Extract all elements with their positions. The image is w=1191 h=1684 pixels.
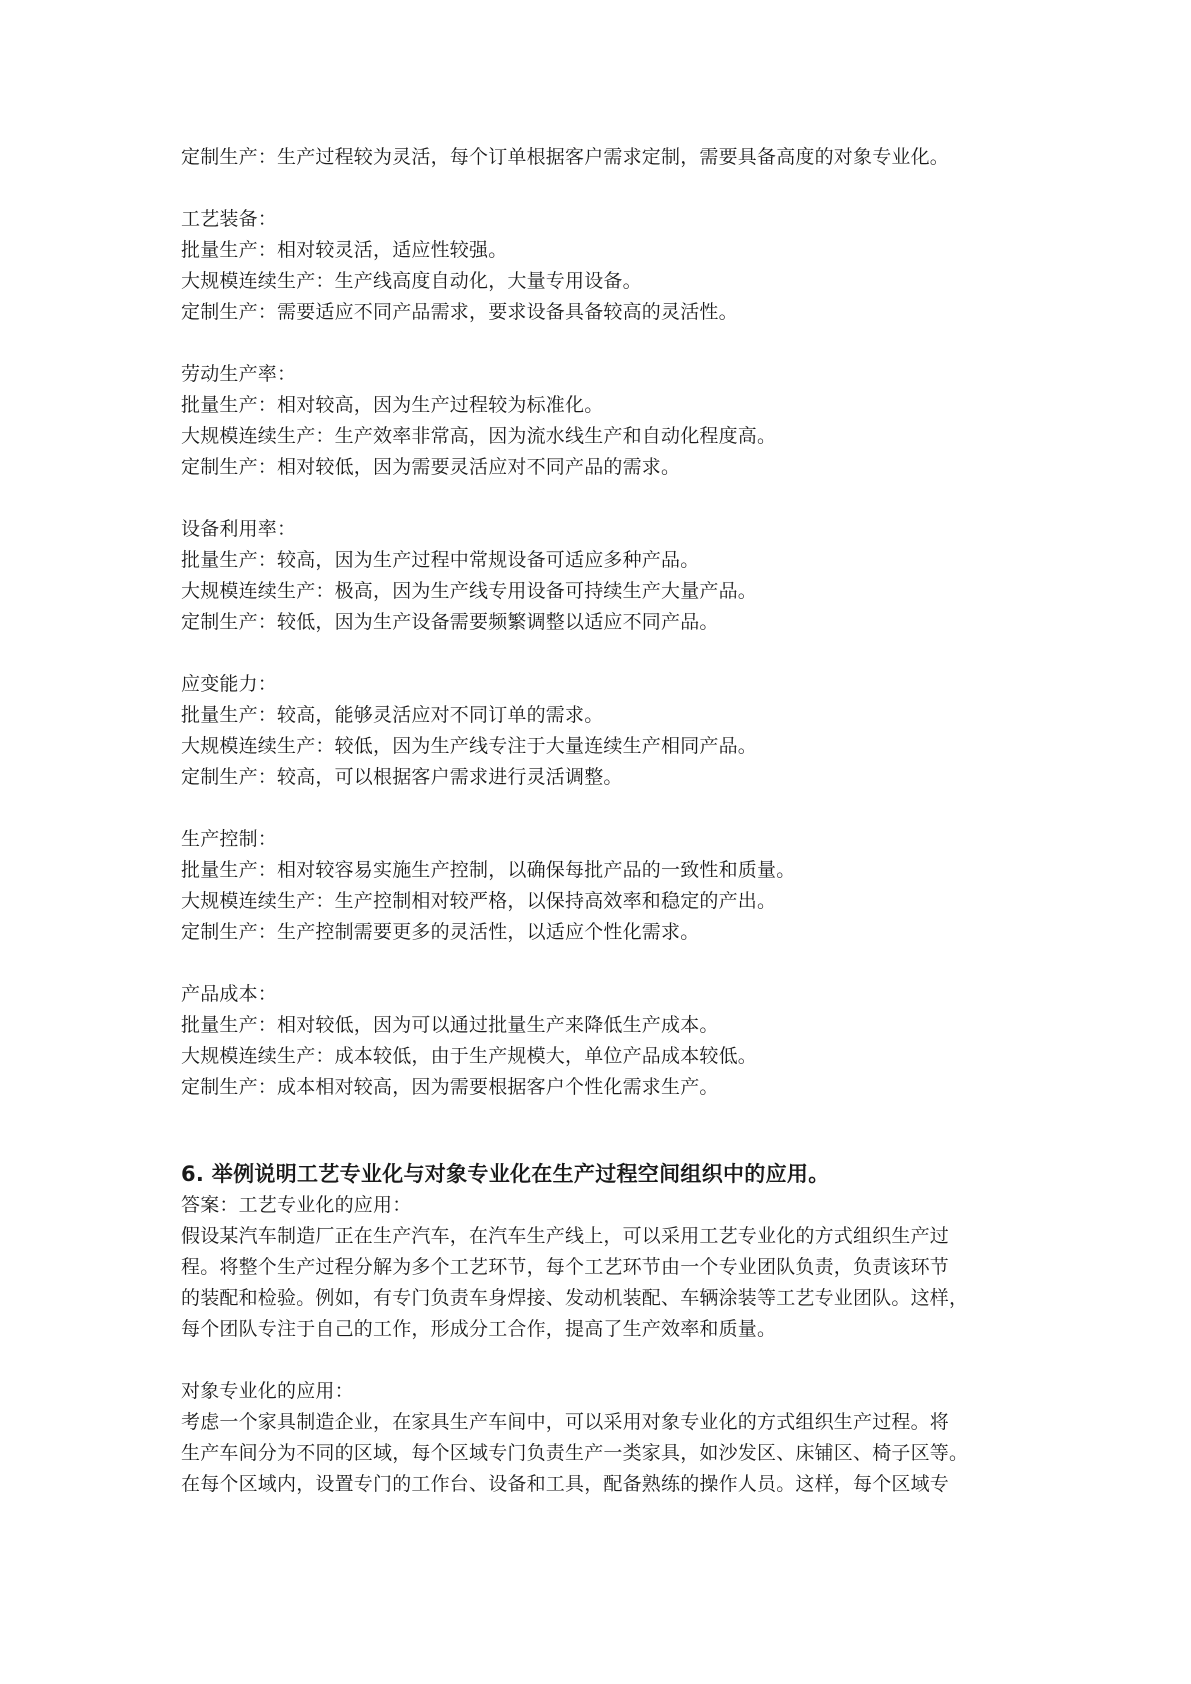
object-heading: 对象专业化的应用： bbox=[181, 1380, 354, 1402]
spacer bbox=[181, 1103, 1021, 1159]
section-heading: 应变能力： bbox=[181, 673, 278, 695]
section-line: 定制生产：较低，因为生产设备需要频繁调整以适应不同产品。 bbox=[181, 611, 719, 633]
intro-line: 定制生产：生产过程较为灵活，每个订单根据客户需求定制，需要具备高度的对象专业化。 bbox=[181, 146, 950, 168]
paragraph-line: 假设某汽车制造厂正在生产汽车，在汽车生产线上，可以采用工艺专业化的方式组织生产过 bbox=[181, 1225, 950, 1247]
paragraph-line: 在每个区域内，设置专门的工作台、设备和工具，配备熟练的操作人员。这样，每个区域专 bbox=[181, 1473, 950, 1495]
section-line: 大规模连续生产：较低，因为生产线专注于大量连续生产相同产品。 bbox=[181, 735, 758, 757]
spacer bbox=[181, 173, 1021, 204]
answer-paragraph-object bbox=[181, 1407, 1021, 1500]
paragraph-line: 考虑一个家具制造企业，在家具生产车间中，可以采用对象专业化的方式组织生产过程。将 bbox=[181, 1411, 950, 1433]
spacer bbox=[181, 328, 1021, 359]
section-line: 批量生产：相对较高，因为生产过程较为标准化。 bbox=[181, 394, 604, 416]
section-labor-productivity bbox=[181, 359, 1021, 483]
spacer bbox=[181, 638, 1021, 669]
answer-label: 答案：工艺专业化的应用： bbox=[181, 1194, 412, 1216]
paragraph-line: 生产车间分为不同的区域，每个区域专门负责生产一类家具，如沙发区、床铺区、椅子区等。 bbox=[181, 1442, 969, 1464]
spacer bbox=[181, 1345, 1021, 1376]
section-heading: 生产控制： bbox=[181, 828, 278, 850]
section-line: 大规模连续生产：生产控制相对较严格，以保持高效率和稳定的产出。 bbox=[181, 890, 777, 912]
section-heading: 设备利用率： bbox=[181, 518, 297, 540]
section-line: 大规模连续生产：极高，因为生产线专用设备可持续生产大量产品。 bbox=[181, 580, 758, 602]
document-page bbox=[181, 142, 1021, 1500]
section-line: 批量生产：相对较低，因为可以通过批量生产来降低生产成本。 bbox=[181, 1014, 719, 1036]
section-line: 批量生产：相对较灵活，适应性较强。 bbox=[181, 239, 508, 261]
answer-paragraph-process bbox=[181, 1221, 1021, 1345]
paragraph-line: 程。将整个生产过程分解为多个工艺环节，每个工艺环节由一个专业团队负责，负责该环节 bbox=[181, 1256, 950, 1278]
section-line: 大规模连续生产：生产线高度自动化，大量专用设备。 bbox=[181, 270, 642, 292]
section-line: 大规模连续生产：成本较低，由于生产规模大，单位产品成本较低。 bbox=[181, 1045, 758, 1067]
section-product-cost bbox=[181, 979, 1021, 1103]
section-line: 批量生产：较高，因为生产过程中常规设备可适应多种产品。 bbox=[181, 549, 700, 571]
spacer bbox=[181, 483, 1021, 514]
section-line: 定制生产：成本相对较高，因为需要根据客户个性化需求生产。 bbox=[181, 1076, 719, 1098]
section-heading: 工艺装备： bbox=[181, 208, 278, 230]
section-production-control bbox=[181, 824, 1021, 948]
section-line: 大规模连续生产：生产效率非常高，因为流水线生产和自动化程度高。 bbox=[181, 425, 777, 447]
section-process-equipment bbox=[181, 204, 1021, 328]
section-adaptability bbox=[181, 669, 1021, 793]
question-heading: 6. 举例说明工艺专业化与对象专业化在生产过程空间组织中的应用。 bbox=[181, 1162, 830, 1186]
spacer bbox=[181, 793, 1021, 824]
section-line: 定制生产：相对较低，因为需要灵活应对不同产品的需求。 bbox=[181, 456, 681, 478]
section-line: 定制生产：较高，可以根据客户需求进行灵活调整。 bbox=[181, 766, 623, 788]
section-line: 定制生产：生产控制需要更多的灵活性，以适应个性化需求。 bbox=[181, 921, 700, 943]
section-line: 批量生产：相对较容易实施生产控制，以确保每批产品的一致性和质量。 bbox=[181, 859, 796, 881]
section-line: 定制生产：需要适应不同产品需求，要求设备具备较高的灵活性。 bbox=[181, 301, 738, 323]
spacer bbox=[181, 948, 1021, 979]
paragraph-line: 每个团队专注于自己的工作，形成分工合作，提高了生产效率和质量。 bbox=[181, 1318, 777, 1340]
section-equipment-utilization bbox=[181, 514, 1021, 638]
section-line: 批量生产：较高，能够灵活应对不同订单的需求。 bbox=[181, 704, 604, 726]
section-heading: 劳动生产率： bbox=[181, 363, 297, 385]
paragraph-line: 的装配和检验。例如，有专门负责车身焊接、发动机装配、车辆涂装等工艺专业团队。这样， bbox=[181, 1287, 969, 1309]
section-heading: 产品成本： bbox=[181, 983, 278, 1005]
